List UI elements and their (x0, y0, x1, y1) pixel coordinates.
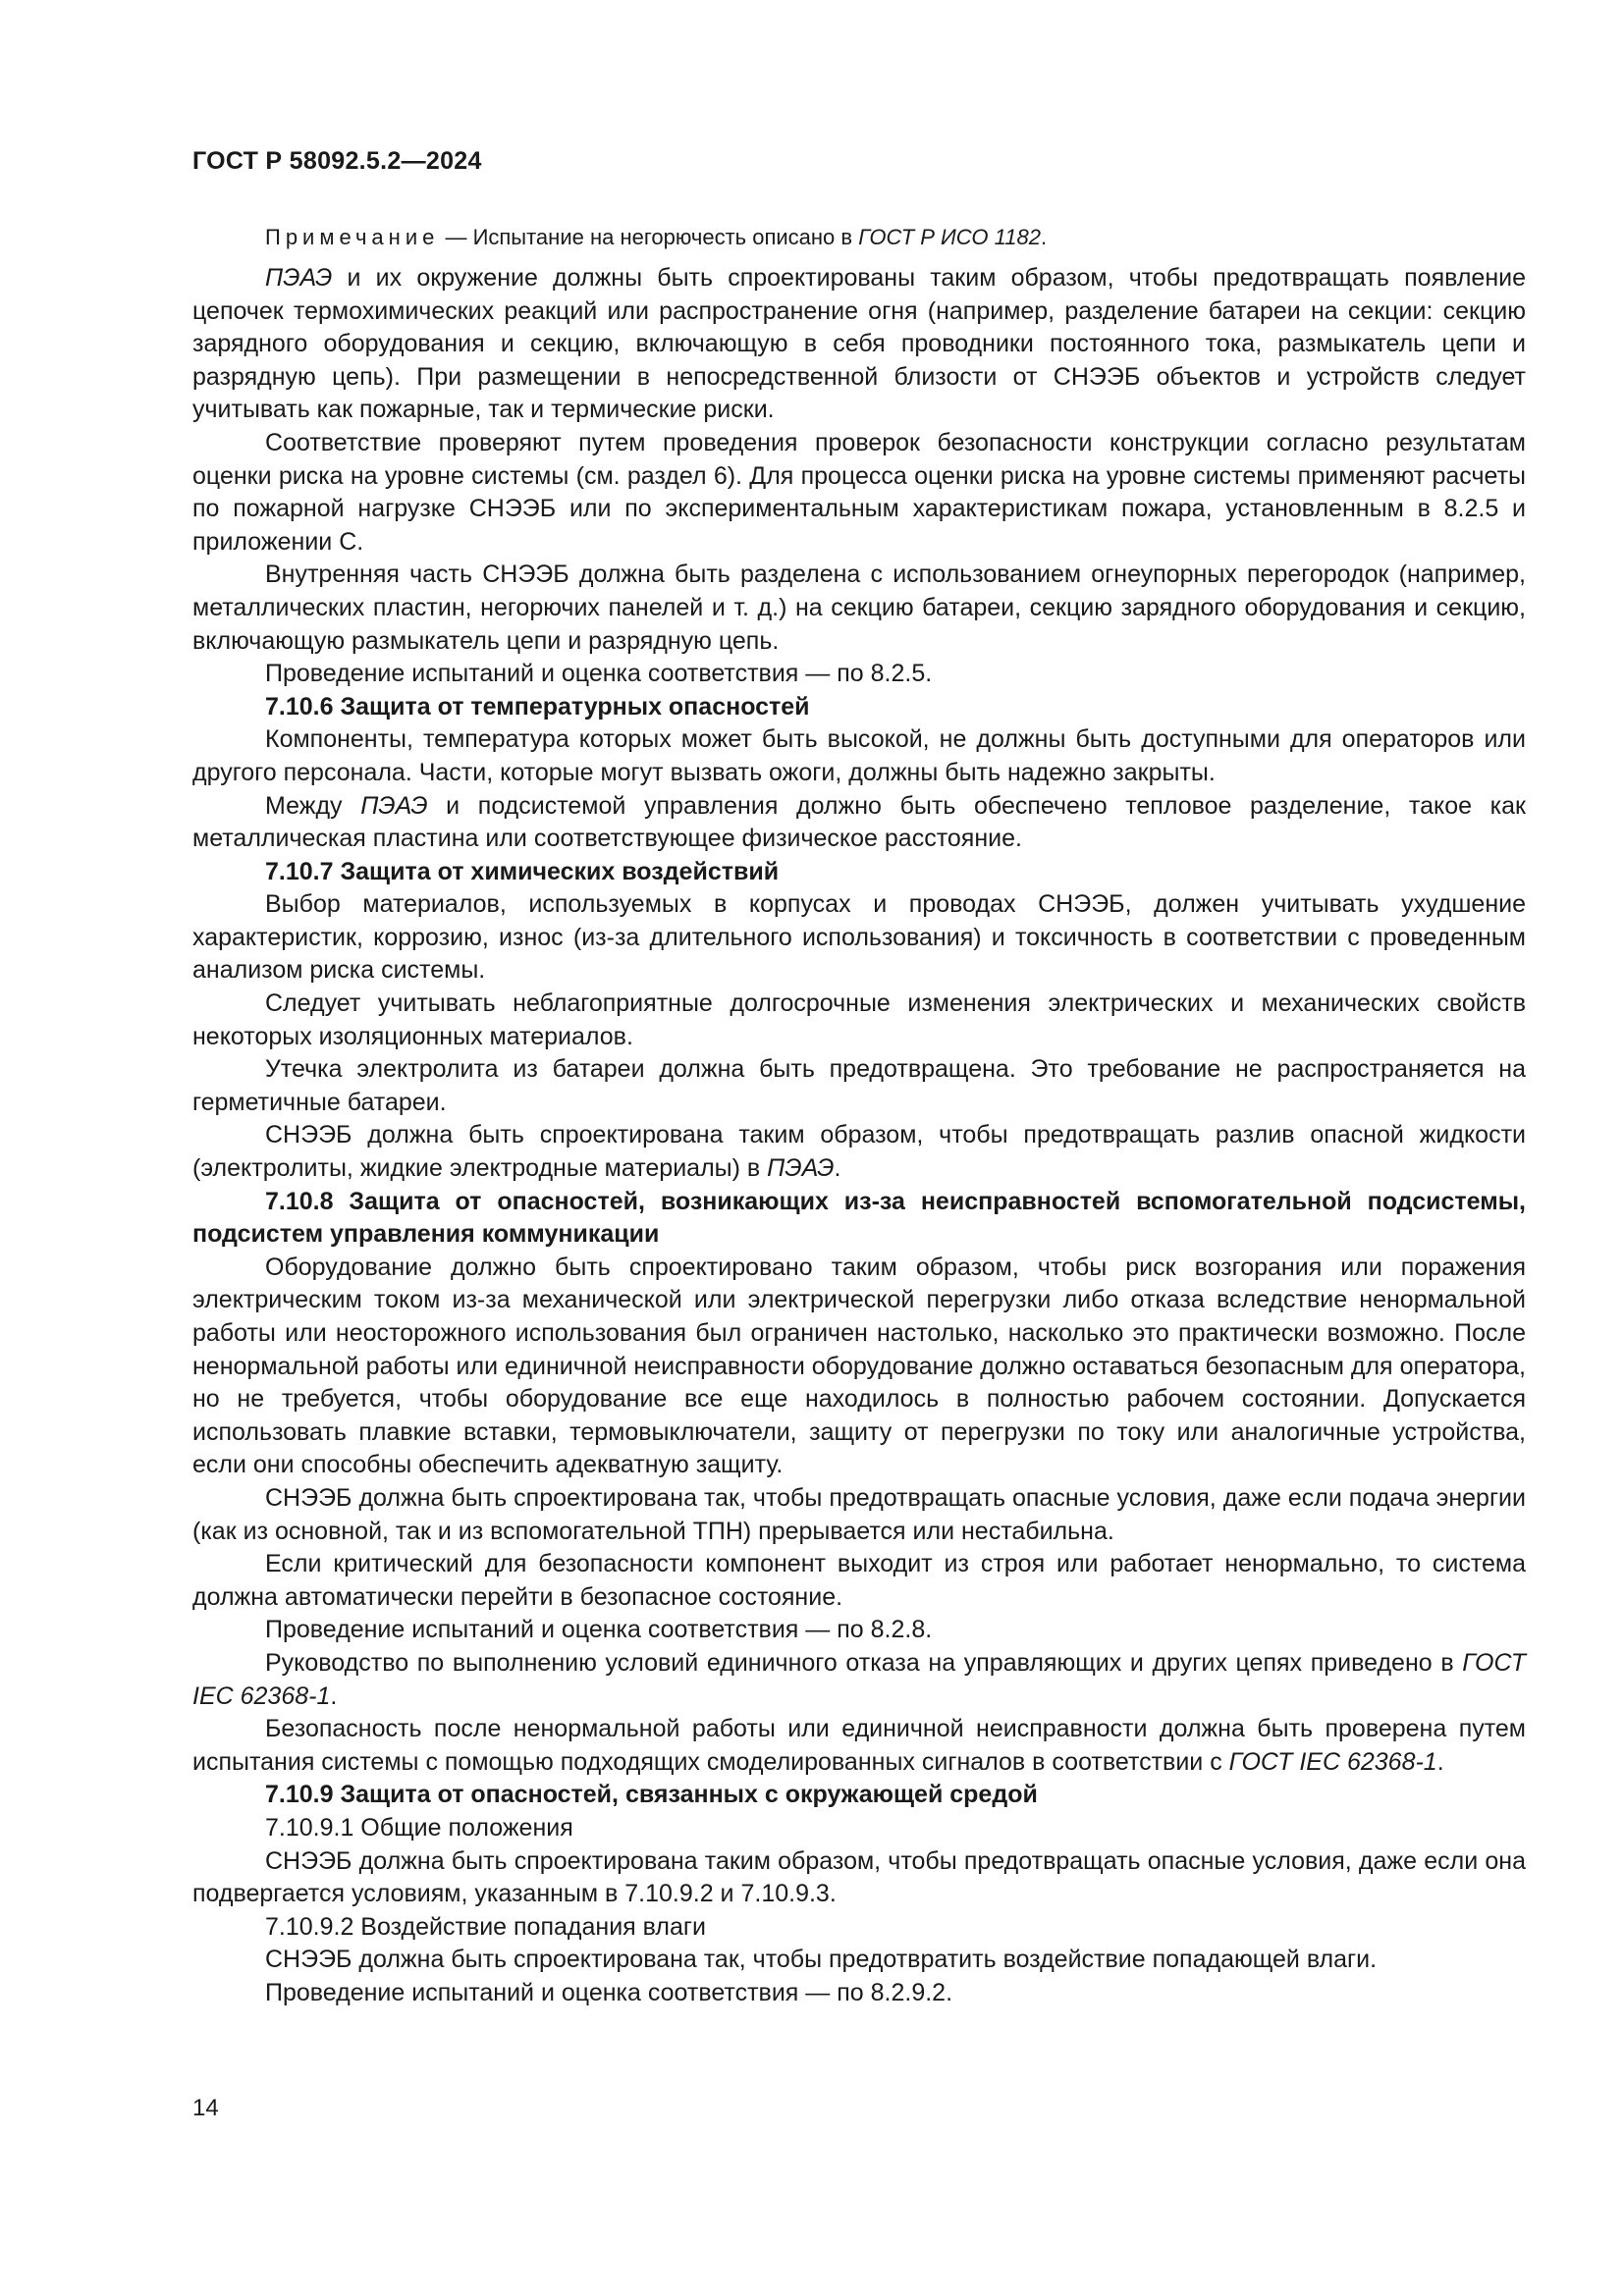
paragraph (192, 262, 1526, 427)
abbr-peae: ПЭАЭ (767, 1154, 835, 1183)
section-heading: 7.10.6 Защита от температурных опасностей (265, 692, 810, 721)
paragraph (192, 1119, 1526, 1185)
paragraph (192, 790, 1526, 856)
note (192, 222, 1526, 253)
paragraph: Выбор материалов, используемых в корпусах и проводах СНЭЭБ, должен учитывать ухудшение характеристик, коррозию, износ (из-за длительного использования) и токсичность в соответствии с проведенным анализом риска системы. (192, 890, 1526, 985)
section-heading: 7.10.7 Защита от химических воздействий (265, 857, 780, 885)
paragraph: Следует учитывать неблагоприятные долгосрочные изменения электрических и механических свойств некоторых изоляционных материалов. (192, 989, 1526, 1050)
standard-reference: ГОСТ IEC 62368-1 (192, 1648, 1526, 1710)
note-label: Примечание (265, 225, 440, 249)
abbr-peae: ПЭАЭ (360, 791, 428, 820)
paragraph: Проведение испытаний и оценка соответствия — по 8.2.5. (265, 660, 933, 688)
paragraph: Утечка электролита из батареи должна быть предотвращена. Это требование не распространяется на герметичные батареи. (192, 1055, 1526, 1116)
paragraph-text: и их окружение должны быть спроектированы таким образом, чтобы предотвращать появление цепочек термохимических реакций или распространение огня (например, разделение батареи на секции: секцию зарядного оборудования и секцию, включающую в себя проводники постоянного тока, размыкатель цепи и разрядную цепь). При размещении в непосредственной близости от СНЭЭБ объектов и устройств следует учитывать как пожарные, так и термические риски. (192, 264, 1526, 424)
paragraph (192, 1713, 1526, 1779)
paragraph-text: . (834, 1154, 841, 1183)
paragraph-text: . (330, 1682, 338, 1710)
note-end: . (1040, 225, 1048, 249)
subsection-title: 7.10.9.1 Общие положения (265, 1813, 573, 1842)
paragraph: Проведение испытаний и оценка соответствия — по 8.2.9.2. (265, 1978, 953, 2006)
document-header: ГОСТ Р 58092.5.2—2024 (192, 147, 482, 175)
section-heading: 7.10.8 Защита от опасностей, возникающих из-за неисправностей вспомогательной подсистемы, подсистем управления коммуникации (192, 1187, 1526, 1249)
standard-reference: ГОСТ IEC 62368-1 (1228, 1747, 1437, 1776)
document-body (192, 222, 1526, 2009)
paragraph: СНЭЭБ должна быть спроектирована так, чтобы предотвратить воздействие попадающей влаги. (265, 1946, 1378, 1974)
paragraph: Внутренняя часть СНЭЭБ должна быть разделена с использованием огнеупорных перегородок (например, металлических пластин, негорючих панелей и т. д.) на секцию батареи, секцию зарядного оборудования и секцию, включающую размыкатель цепи и разрядную цепь. (192, 561, 1526, 655)
paragraph (192, 1647, 1526, 1713)
paragraph-text: Руководство по выполнению условий единичного отказа на управляющих и других цепях приведено в (265, 1648, 1463, 1677)
paragraph: СНЭЭБ должна быть спроектирована так, чтобы предотвращать опасные условия, даже если подача энергии (как из основной, так и из вспомогательной ТПН) прерывается или нестабильна. (192, 1483, 1526, 1545)
paragraph-text: Безопасность после ненормальной работы или единичной неисправности должна быть проверена путем испытания системы с помощью подходящих смоделированных сигналов в соответствии с (192, 1715, 1526, 1776)
page-number: 14 (192, 2095, 219, 2121)
paragraph: Компоненты, температура которых может быть высокой, не должны быть доступными для операторов или другого персонала. Части, которые могут вызвать ожоги, должны быть надежно закрыты. (192, 725, 1526, 786)
paragraph-text: и подсистемой управления должно быть обеспечено тепловое разделение, такое как металлическая пластина или соответствующее физическое расстояние. (192, 791, 1526, 853)
paragraph-text: СНЭЭБ должна быть спроектирована таким образом, чтобы предотвращать разлив опасной жидкости (электролиты, жидкие электродные материалы) в (192, 1121, 1526, 1183)
note-text: — Испытание на негорючесть описано в (439, 225, 859, 249)
paragraph-text: . (1436, 1747, 1444, 1776)
section-heading: 7.10.9 Защита от опасностей, связанных с окружающей средой (265, 1781, 1038, 1809)
paragraph: Если критический для безопасности компонент выходит из строя или работает ненормально, то система должна автоматически перейти в безопасное состояние. (192, 1550, 1526, 1611)
paragraph: Оборудование должно быть спроектировано таким образом, чтобы риск возгорания или поражения электрическим током из-за механической или электрической перегрузки либо отказа вследствие ненормальной работы или неосторожного использования был ограничен настолько, насколько это практически возможно. После ненормальной работы или единичной неисправности оборудование должно оставаться безопасным для оператора, но не требуется, чтобы оборудование все еще находилось в полностью рабочем состоянии. Допускается использовать плавкие вставки, термовыключатели, защиту от перегрузки по току или аналогичные устройства, если они способны обеспечить адекватную защиту. (192, 1253, 1526, 1479)
note-reference: ГОСТ Р ИСО 1182 (858, 225, 1041, 249)
paragraph: Проведение испытаний и оценка соответствия — по 8.2.8. (265, 1616, 933, 1644)
paragraph: СНЭЭБ должна быть спроектирована таким образом, чтобы предотвращать опасные условия, даже если она подвергается условиям, указанным в 7.10.9.2 и 7.10.9.3. (192, 1846, 1526, 1908)
subsection-title: 7.10.9.2 Воздействие попадания влаги (265, 1912, 706, 1941)
paragraph-text: Между (265, 791, 361, 820)
paragraph: Соответствие проверяют путем проведения проверок безопасности конструкции согласно результатам оценки риска на уровне системы (см. раздел 6). Для процесса оценки риска на уровне системы применяют расчеты по пожарной нагрузке СНЭЭБ или по экспериментальным характеристикам пожара, установленным в 8.2.5 и приложении С. (192, 428, 1526, 556)
abbr-peae: ПЭАЭ (265, 264, 333, 292)
